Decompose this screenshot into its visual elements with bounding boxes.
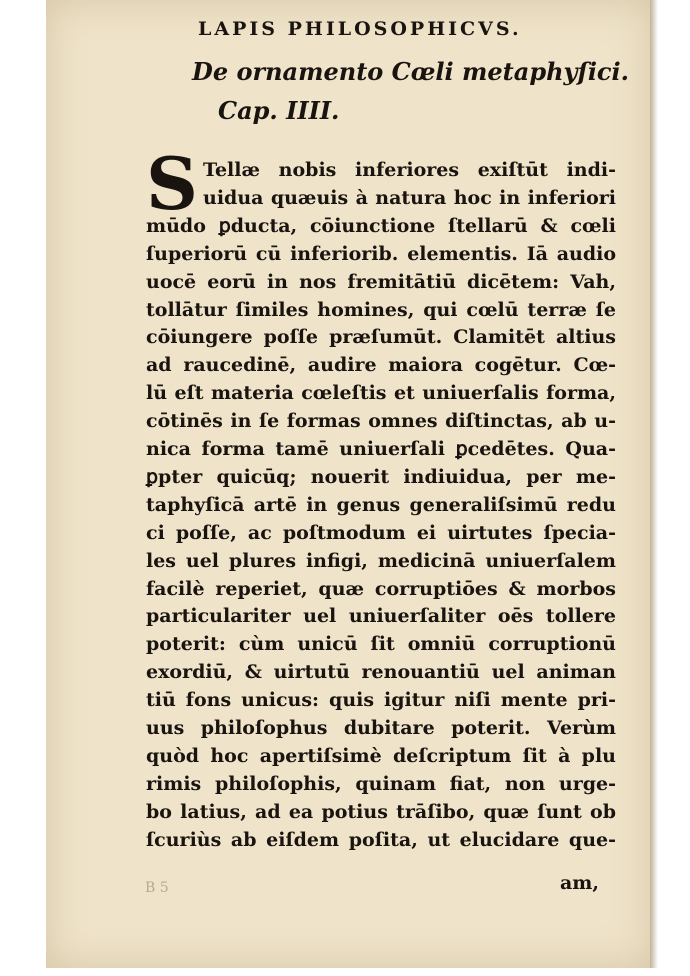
text-line: nica forma tamē uniuerſali ꝑcedētes. Qua-	[146, 438, 616, 460]
text-line: ꝑpter quicūq; nouerit indiuidua, per me-	[146, 465, 616, 488]
signature-mark: B 5	[145, 880, 169, 896]
text-line: bo latius, ad ea potius trāſibo, quæ ſunt ob	[146, 800, 616, 823]
text-line: ſcuriùs ab eiſdem poſita, ut elucidare que-	[146, 828, 616, 851]
running-header: LAPIS PHILOSOPHICVS.	[198, 18, 522, 40]
text-line: rimis philoſophis, quinam fiat, non urge-	[146, 772, 616, 795]
text-line: exordiū, & uirtutū renouantiū uel animan	[146, 661, 616, 684]
text-line: facilè reperiet, quæ corruptiōes & morbos	[146, 577, 616, 600]
text-line: quòd hoc apertiſsimè deſcriptum ſit à plu	[146, 744, 616, 767]
text-line: les uel plures infigi, medicinā uniuerſalem	[146, 549, 616, 572]
text-line: ſuperiorū cū inferiorib. elementis. Iā audio	[146, 242, 616, 265]
text-line: tiū fons unicus: quis igitur niſi mente pri-	[146, 689, 616, 712]
drop-cap: S	[146, 141, 198, 226]
text-line: ad raucedinē, audire maiora cogētur. Cœ-	[146, 354, 616, 377]
text-line: uidua quæuis à natura hoc in inferiori	[203, 186, 616, 209]
text-line: ci poſſe, ac poſtmodum ei uirtutes ſpecia-	[146, 521, 616, 544]
catchword: am,	[560, 872, 600, 894]
text-line: tollātur ſimiles homines, qui cœlū terræ ſe	[146, 298, 616, 321]
text-line: uus philoſophus dubitare poterit. Verùm	[146, 717, 616, 739]
text-line: lū eſt materia cœleſtis et uniuerſalis forma,	[146, 382, 616, 405]
text-line: mūdo ꝑducta, cōiunctione ſtellarū & cœli	[146, 214, 616, 237]
text-line: uocē eorū in nos fremitātiū dicētem: Vah,	[146, 270, 616, 293]
text-line: poterit: cùm unicū ſit omniū corruptionū	[146, 633, 616, 656]
chapter-title: De ornamento Cœli metaphyſici.	[192, 57, 630, 86]
text-line: particulariter uel uniuerſaliter oēs tollere	[146, 605, 616, 628]
text-line: taphyſicā artē in genus generaliſsimū redu	[146, 493, 616, 516]
text-line: cōtinēs in ſe formas omnes diſtinctas, ab u-	[146, 410, 616, 433]
chapter-number: Cap. IIII.	[218, 96, 340, 125]
text-line: cōiungere poſſe præſumūt. Clamitēt altius	[146, 326, 616, 349]
text-line: Tellæ nobis inferiores exiſtūt indi-	[203, 159, 616, 181]
